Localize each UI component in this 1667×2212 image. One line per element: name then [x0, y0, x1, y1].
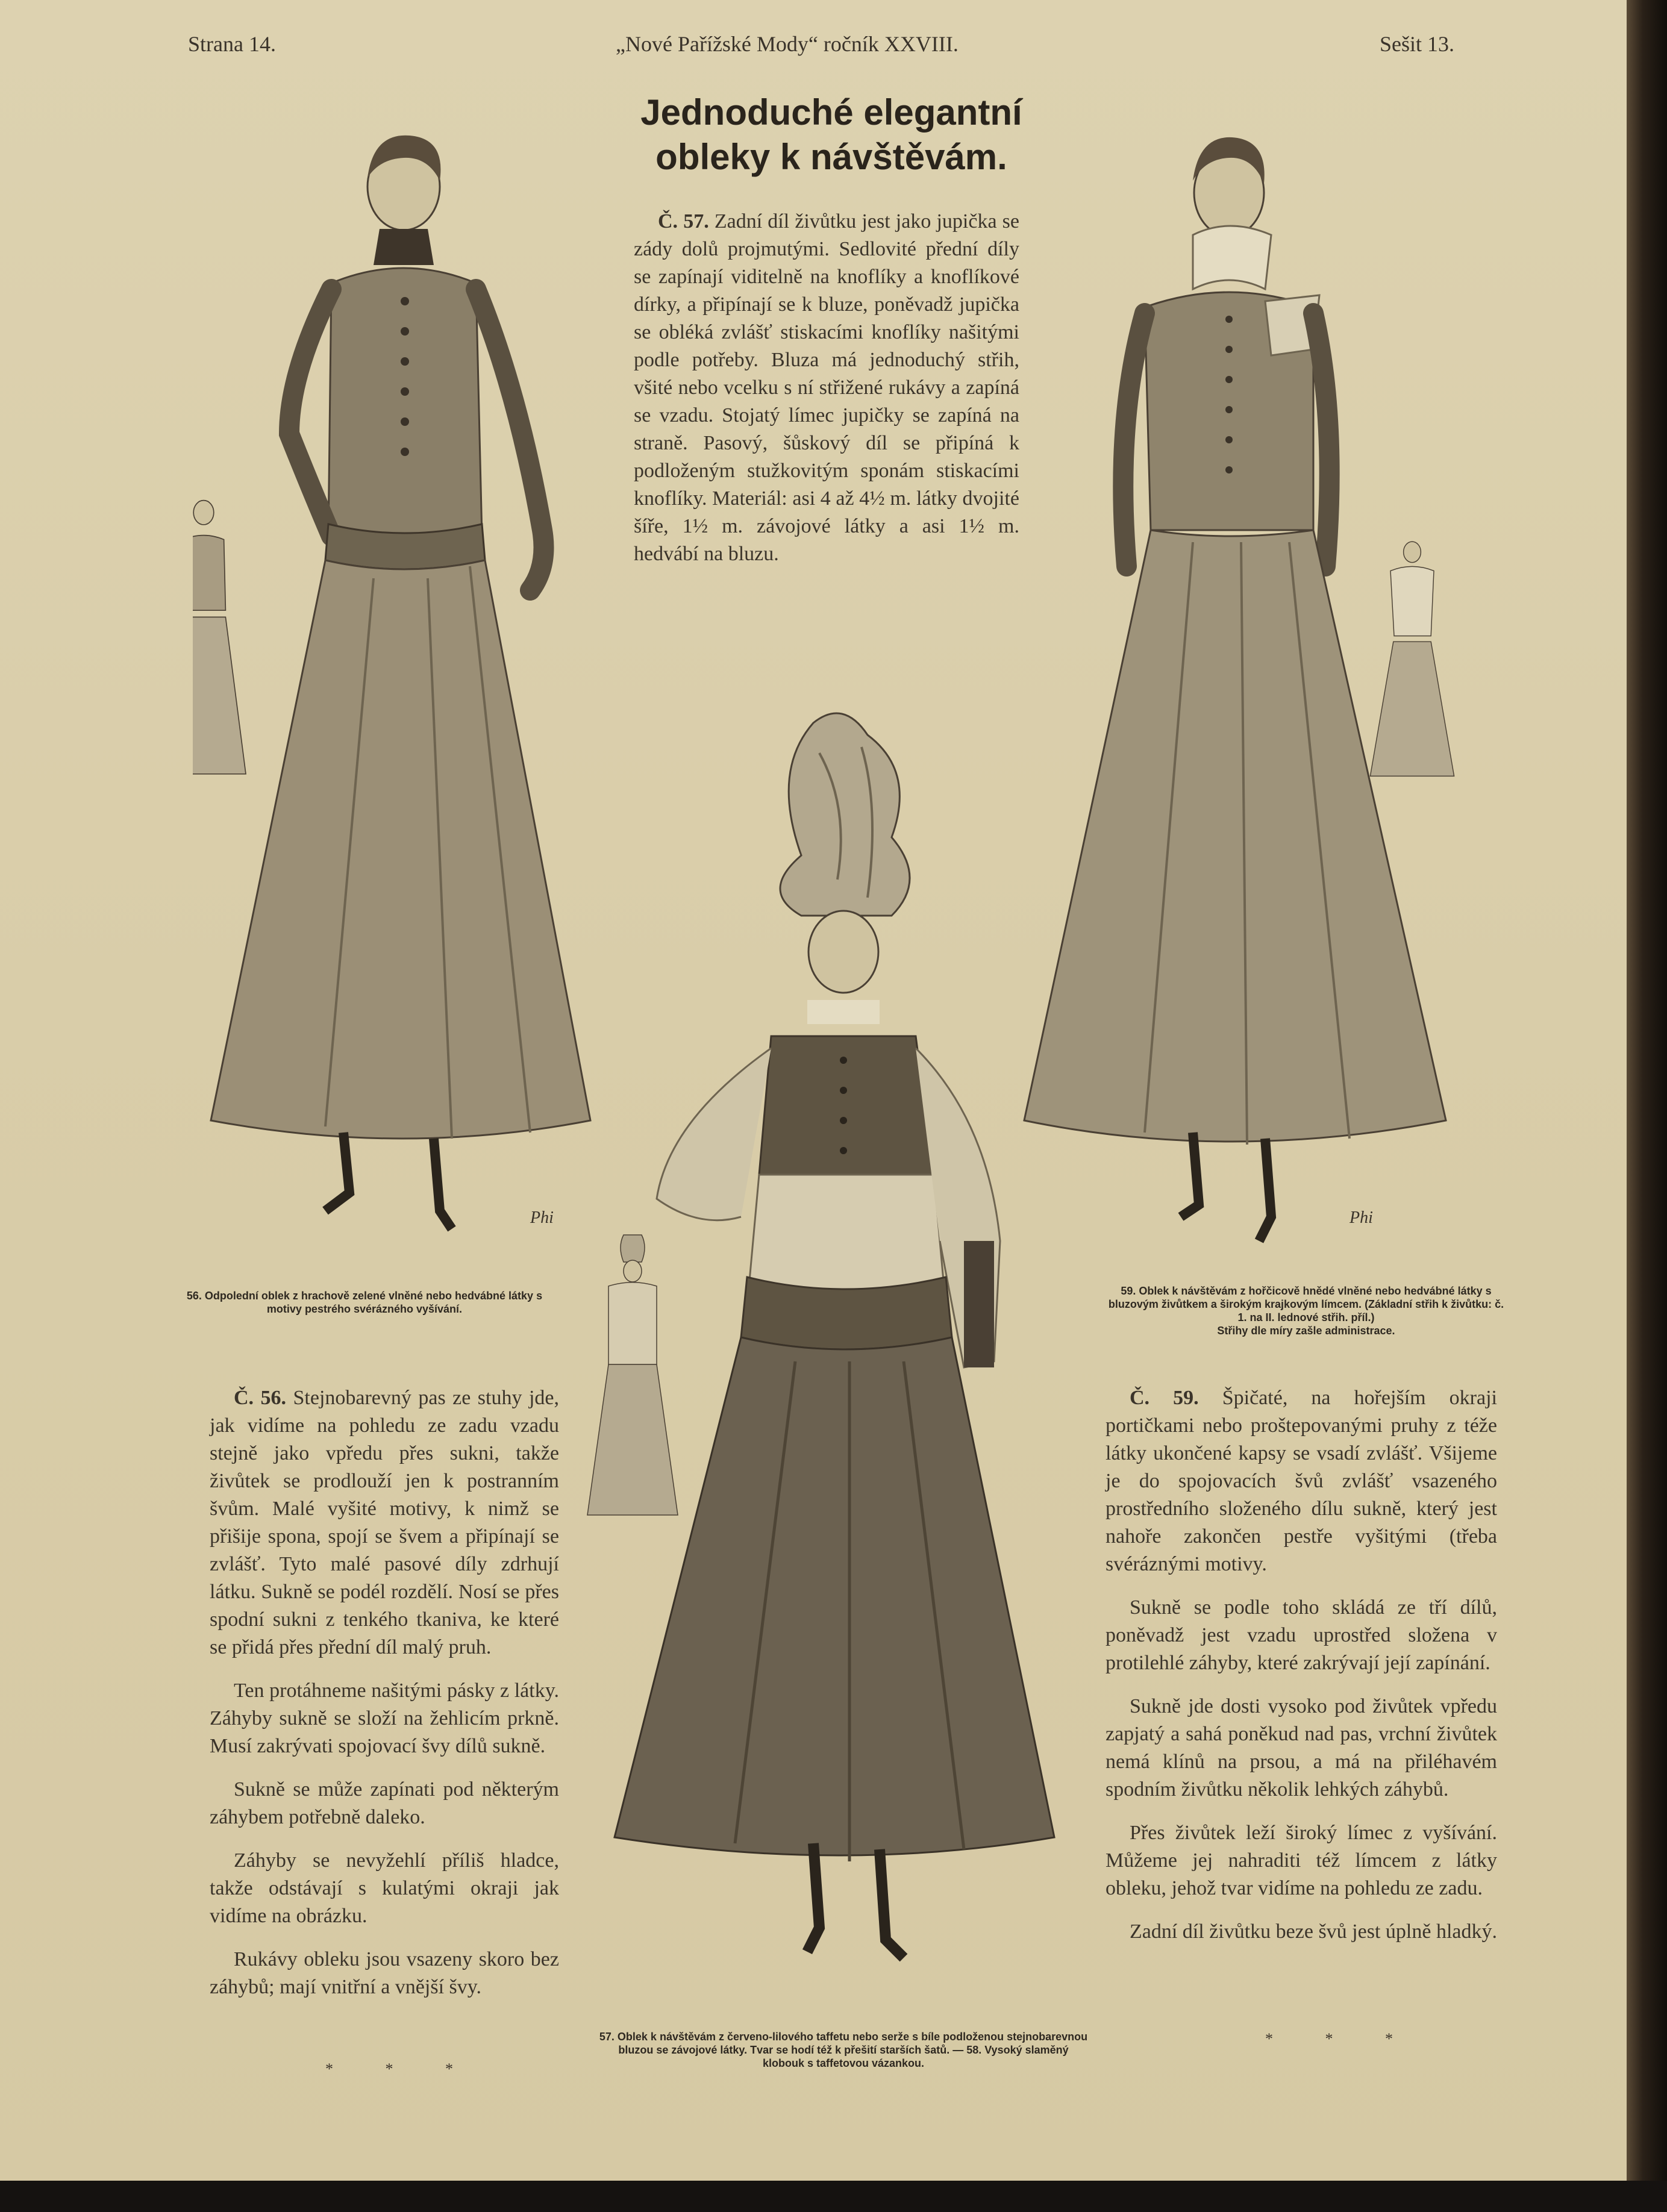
article-57-text: Zadní díl živůtku jest jako jupička se zády dolů projmutými. Sedlovité přední díly se zapínají viditelně na knoflíky a knoflíkové dírky, a připínají se k bluze, poněvadž jupička se obléká zvlášť stiskacími knoflíky našitými podle potřeby. Bluza má jednoduchý střih, všité nebo vcelku s ní střižené rukávy a zapíná se vzadu. Stojatý límec jupičky se zapíná na straně. Pasový, šůskový díl se připíná k podloženým stužkovitým sponám stiskacími knoflíky. Materiál: asi 4 až 4½ m. látky dvojité šíře, 1½ m. závojové látky a asi 1½ m. hedvábí na bluzu.	[634, 210, 1019, 565]
binding-edge	[1627, 0, 1667, 2212]
fashion-illustration-57	[578, 699, 1072, 2024]
ornament-left: * * *	[325, 2060, 477, 2078]
article-56	[210, 1384, 559, 2017]
article-56-p5: Rukávy obleku jsou vsazeny skoro bez záhybů; mají vnitřní a vnější švy.	[210, 1948, 559, 1998]
caption-59	[1107, 1284, 1505, 1337]
article-56-p4: Záhyby se nevyžehlí příliš hladce, takže odstávají s kulatými okraji jak vidíme na obrázku.	[210, 1849, 559, 1927]
article-59	[1106, 1384, 1497, 1961]
page-number: Strana 14.	[188, 32, 276, 56]
article-59-p1: Špičaté, na hořejším okraji portičkami nebo proštepovanými pruhy z téže látky ukončené kapsy se vsadí zvlášť. Všijeme je do spojovacích švů zvlášť vsazeného prostředního složeného dílu sukně, který jest nahoře zakončen pestře vyšitými (třeba svéráznými motivy.	[1106, 1387, 1497, 1575]
title-line-1: Jednoduché elegantní	[640, 92, 1022, 133]
caption-57-58: 57. Oblek k návštěvám z červeno-lilového taffetu nebo serže s bíle podloženou stejnobarevnou bluzou se závojové látky. Tvar se hodí též k přešití starších šatů. — 58. Vysoký slaměný klobouk s taffetovou vázankou.	[599, 2031, 1088, 2069]
article-59-p2: Sukně se podle toho skládá ze tří dílů, poněvadž jest vzadu uprostřed složena v protilehlé záhyby, které zakrývají její zapínání.	[1106, 1596, 1497, 1674]
title-line-2: obleky k návštěvám.	[655, 137, 1007, 177]
article-59-p4: Přes živůtek leží široký límec z vyšívání. Můžeme jej nahraditi též límcem z látky obleku, jehož tvar vidíme na pohledu ze zadu.	[1106, 1822, 1497, 1899]
article-57	[634, 208, 1019, 584]
caption-59-note: Střihy dle míry zašle administrace.	[1217, 1325, 1395, 1337]
article-56-label: Č. 56.	[234, 1387, 287, 1409]
magazine-title: „Nové Pařížské Mody“ ročník XXVIII.	[616, 32, 959, 56]
ornament-right: * * *	[1265, 2030, 1417, 2048]
article-59-p5: Zadní díl živůtku beze švů jest úplně hladký.	[1130, 1920, 1497, 1943]
scan-border	[0, 2181, 1667, 2212]
article-56-p3: Sukně se může zapínati pod některým záhybem potřebně daleko.	[210, 1778, 559, 1828]
fashion-illustration-56	[193, 120, 602, 1277]
caption-59-text: 59. Oblek k návštěvám z hořčicově hnědé vlněné nebo hedvábné látky s bluzovým živůtkem a širokým krajkovým límcem. (Základní střih k živůtku: č. 1. na II. lednové střih. příl.)	[1108, 1285, 1504, 1323]
article-57-label: Č. 57.	[658, 210, 709, 233]
article-59-label: Č. 59.	[1130, 1387, 1199, 1409]
issue-number: Sešit 13.	[1380, 32, 1455, 56]
article-59-p3: Sukně jde dosti vysoko pod živůtek vpředu zapjatý a sahá poněkud nad pas, vrchní živůtek nemá klínů na prsou, a má na přiléhavém spodním živůtku několik lehkých záhybů.	[1106, 1695, 1497, 1801]
article-56-p1: Stejnobarevný pas ze stuhy jde, jak vidíme na pohledu ze zadu vzadu stejně jako vpředu přes sukni, takže živůtek se prodlouží jen k postranním švům. Malé vyšité motivy, k nimž se přišije spona, spojí se švem a připínají se zvlášť. Tyto malé pasové díly zdrhují látku. Sukně se podél rozdělí. Nosí se přes spodní sukni z tenkého tkaniva, ke které se přidá přes přední díl malý pruh.	[210, 1387, 559, 1658]
artist-signature-56: Phi	[530, 1208, 554, 1227]
article-56-p2: Ten protáhneme našitými pásky z látky. Záhyby sukně se složí na žehlicím prkně. Musí zakrývati spojovací švy dílů sukně.	[210, 1679, 559, 1757]
caption-56: 56. Odpolední oblek z hrachově zelené vlněné nebo hedvábné látky s motivy pestrého svérázného vyšívání.	[186, 1290, 543, 1315]
artist-signature-59: Phi	[1350, 1208, 1373, 1227]
